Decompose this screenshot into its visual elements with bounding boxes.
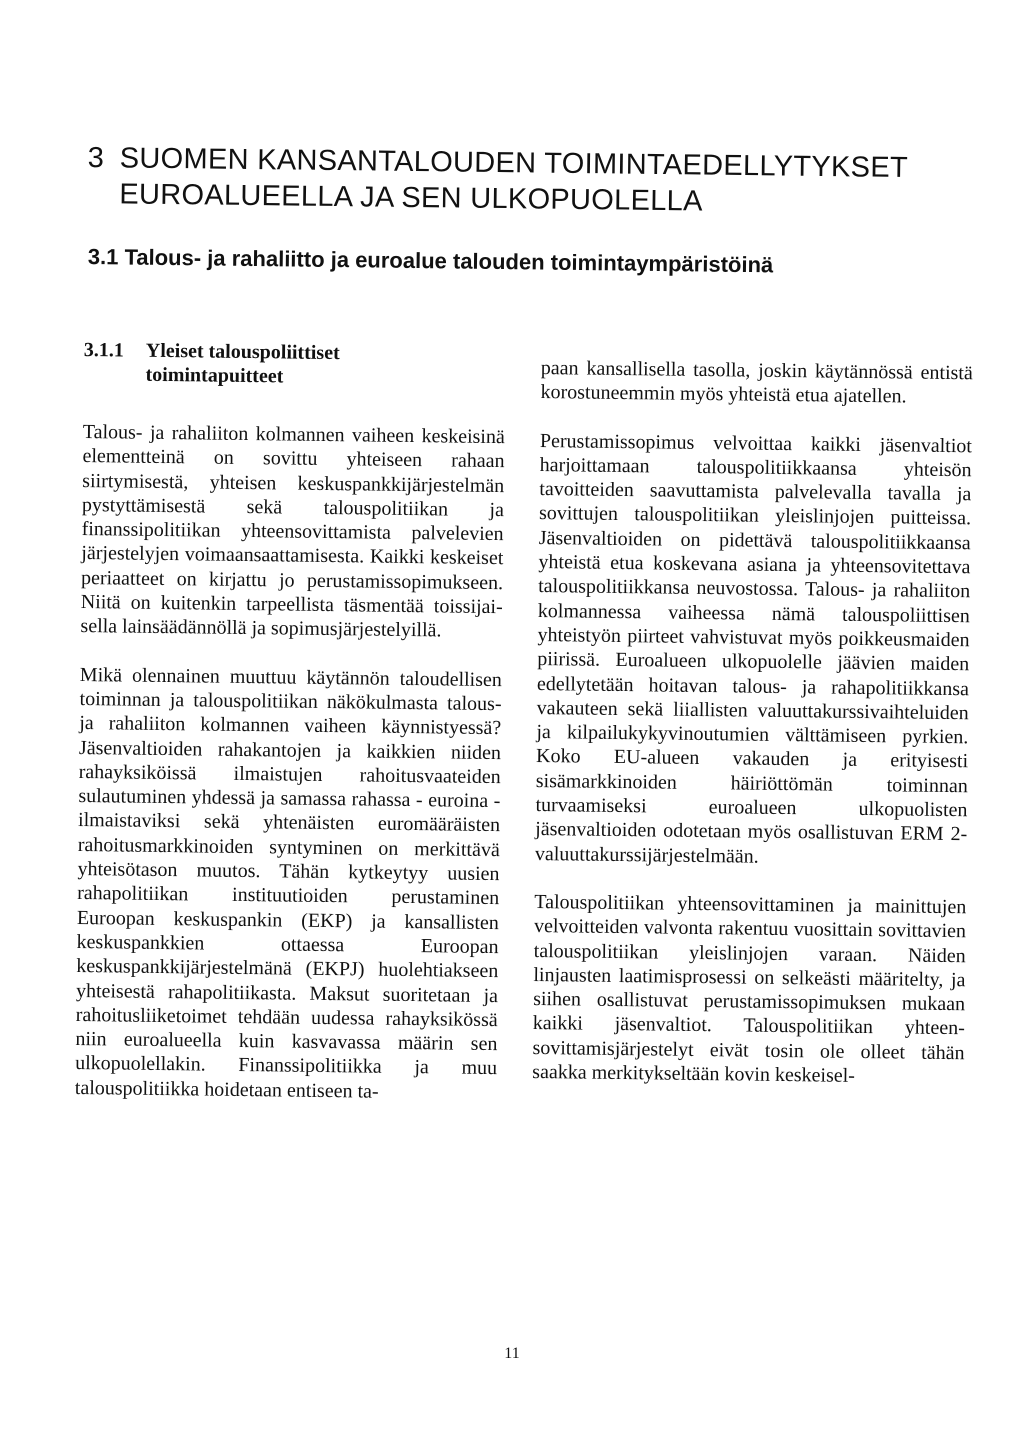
paragraph: paan kansallisella tasolla, joskin käytännössä entistä korostuneemmin myös yhteistä etua ajatellen. xyxy=(540,356,973,408)
section-title-text: Talous- ja rahaliitto ja euroalue talouden toimintaympäristöinä xyxy=(124,244,774,278)
chapter-title-line1: SUOMEN KANSANTALOUDEN TOIMINTAEDELLYTYKSET xyxy=(119,142,909,185)
chapter-title xyxy=(87,140,968,223)
paragraph: Talous- ja rahaliiton kolmannen vaiheen keskeisinä elementteinä on sovittu yhteiseen rahaan siirtymisestä, yhteisen keskuspankkijärjestelmän pystyttämisestä sekä talouspolitiikan ja finanssipolitiikan yhteensovittamista palvelevien järjestelyjen voimaansaattamisesta. Kaikki keskeiset periaatteet on kirjattu jo perustamissopimukseen. Niitä on kuitenkin tarpeellista täsmentää toissijaisella lainsäädännöllä ja sopimusjärjestelyillä. xyxy=(80,420,505,642)
paragraph: Mikä olennainen muuttuu käytännön taloudellisen toiminnan ja talouspolitiikan näkökulmasta talous- ja rahaliiton kolmannen vaiheen käynnistyessä? Jäsenvaltioiden rahakantojen ja kaikkien niiden rahayksiköissä ilmaistujen rahoitusvaateiden sulautuminen yhdessä ja samassa rahassa - euroina - ilmaistaviksi sekä yhtenäisten euromääräisten rahoitusmarkkinoiden syntyminen on merkittävä yhteisötason muutos. Tähän kytkeytyy uusien rahapolitiikan instituutioiden perustaminen Euroopan keskuspankin (EKP) ja kansallisten keskuspankkien ottaessa Euroopan keskuspankkijärjestelmänä (EKPJ) huolehtiakseen yhteisestä rahapolitiikasta. Maksut suoritetaan ja rahoitusliiketoimet tehdään uudessa rahayksikössä niin euroalueella kuin kasvavassa määrin sen ulkopuolellakin. Finanssipolitiikka ja muu talouspolitiikka hoidetaan entiseen ta- xyxy=(74,663,502,1103)
subsection-number: 3.1.1 xyxy=(83,338,124,362)
subsection-title xyxy=(83,338,506,391)
page-number: 11 xyxy=(504,1345,520,1362)
chapter-number: 3 xyxy=(87,141,105,175)
paragraph: Perustamissopimus velvoittaa kaikki jäsenvaltiot harjoittamaan talouspolitiikkaansa yhteisön tavoitteiden saavuttamista palvelevalla tavalla ja sovittujen talouspolitiikan yleislinjojen puitteissa. Jäsenvaltioiden on pidettävä talouspolitiikkaansa yhteistä etua koskevana asiana ja yhteensovitettava talouspolitiikkansa neuvostossa. Talous- ja rahaliiton kolmannessa vaiheessa nämä talouspoliittisen yhteistyön piirteet vahvistuvat myös poikkeusmaiden piirissä. Euroalueen ulkopuolelle jäävien maiden edellytetään hoitavan talous- ja rahapolitiikkansa vakauteen sekä liiallisten valuuttakurssivaihteluiden ja kilpailukykyvinoutumien välttämiseen pyrkien. Koko EU-alueen vakauden ja erityisesti sisämarkkinoiden häiriöttömän toiminnan turvaamiseksi euroalueen ulkopuolisten jäsenvaltioiden odotetaan myös osallistuvan ERM 2-valuuttakurssijärjestelmään. xyxy=(534,429,973,868)
section-number: 3.1 xyxy=(87,243,119,270)
right-column xyxy=(532,356,973,1090)
left-column xyxy=(75,338,506,1105)
chapter-title-line2: EUROALUEELLA JA SEN ULKOPUOLELLA xyxy=(119,178,703,218)
section-title xyxy=(88,243,774,279)
subsection-title-text: Yleiset talouspoliittiset toimintapuitteet xyxy=(145,339,340,388)
paragraph: Talouspolitiikan yhteensovittaminen ja mainittujen velvoitteiden valvonta rakentuu vuosittain sovittavien talouspolitiikan yleislinjojen varaan. Näiden linjausten laatimisprosessi on selkeästi määritelty, ja siihen osallistuvat perustamissopimuksen mukaan kaikki jäsenvaltiot. Talouspolitiikan yhteensovittamisjärjestelyt eivät tosin ole olleet tähän saakka merkitykseltään kovin keskeisel- xyxy=(532,890,967,1087)
